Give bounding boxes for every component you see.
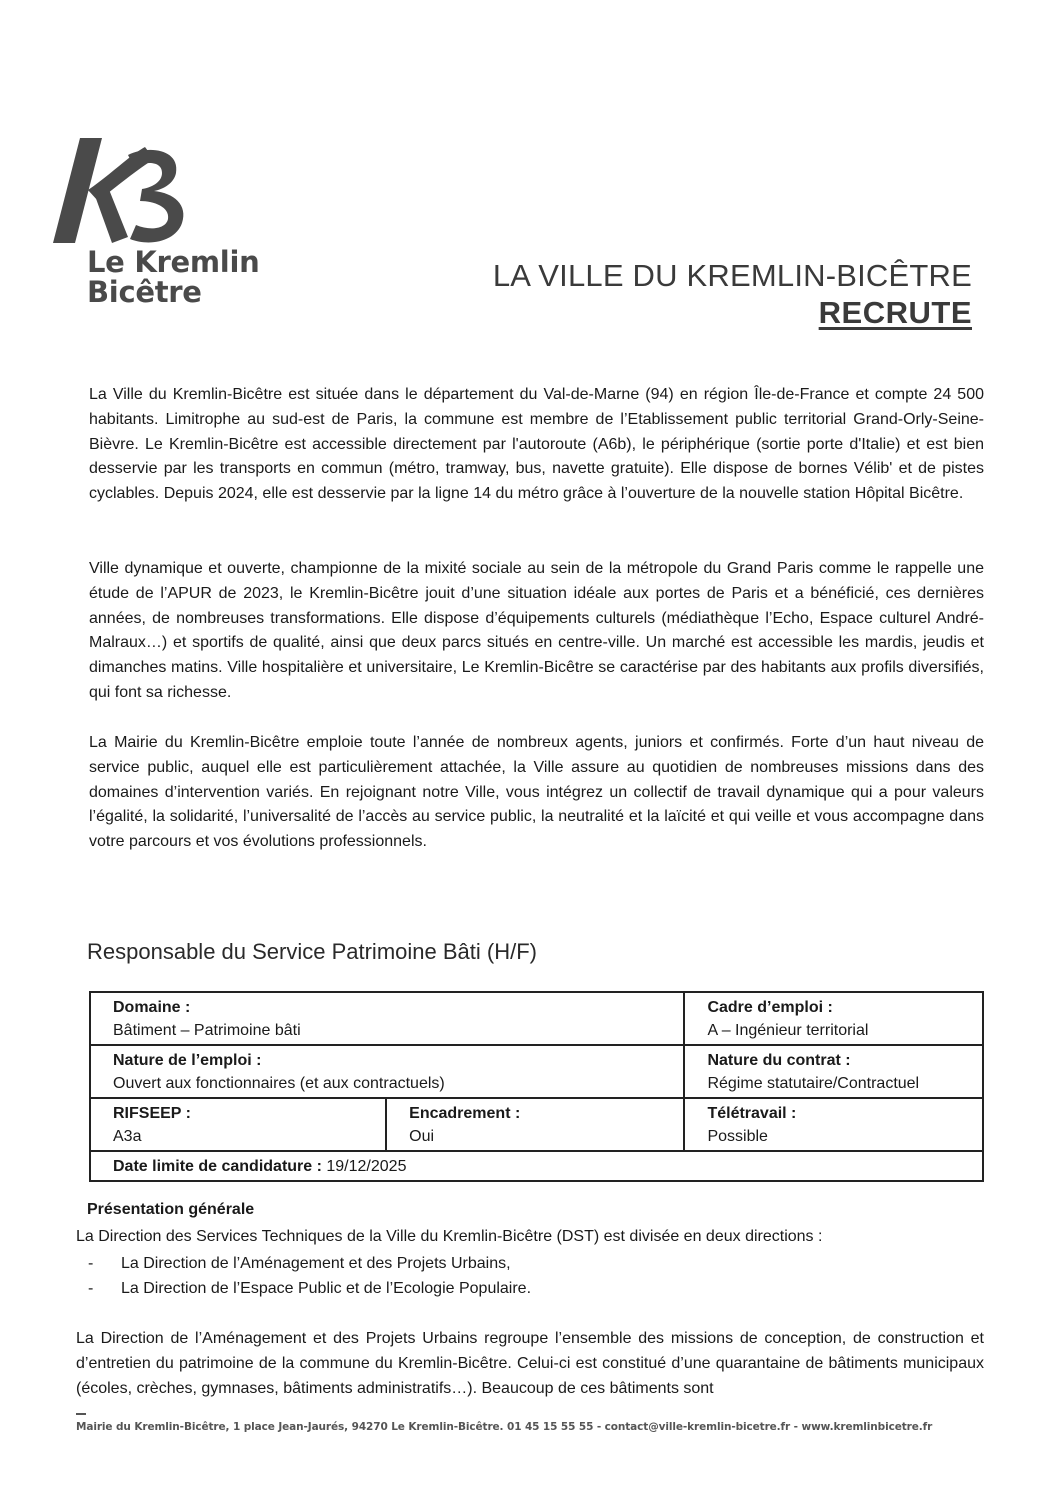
cell-teletravail [684,1098,983,1151]
kb-monogram-icon [50,135,200,250]
cell-date-limite [90,1151,983,1181]
bullet-dash-icon: - [88,1255,94,1272]
table-row [90,1045,983,1098]
cell-value: Bâtiment – Patrimoine bâti [113,1022,301,1039]
presentation-paragraph: La Direction de l’Aménagement et des Projets Urbains regroupe l’ensemble des missions de conception, de construction et d’entretien du patrimoine de la commune du Kremlin-Bicêtre. Celui-ci est constitué d’une quarantaine de bâtiments municipaux (écoles, crèches, gymnases, bâtiments administratifs…). Beaucoup de ces bâtiments sont [76,1330,984,1397]
logo-wordmark [87,247,259,307]
cell-cadre-emploi [684,992,983,1045]
city-logo [50,135,280,315]
intro-paragraph-3 [89,731,984,855]
intro-paragraph-text: La Mairie du Kremlin-Bicêtre emploie toute l’année de nombreux agents, juniors et confirmés. Forte d’un haut niveau de service public, auquel elle est particulièrement attachée, la Ville assure au quotidien de nombreuses missions dans des domaines d’intervention variés. En rejoignant notre Ville, vous intégrez un collectif de travail dynamique qui a pour valeurs l’égalité, la solidarité, l’universalité de l’accès au service public, la neutralité et la laïcité et qui veille et vous accompagne dans votre parcours et vos évolutions professionnels. [89,734,984,851]
section-heading-presentation: Présentation générale [87,1201,255,1218]
table-row [90,1098,983,1151]
cell-domaine [90,992,684,1045]
cell-label: Nature du contrat : [707,1052,851,1069]
cell-nature-contrat [684,1045,983,1098]
presentation-intro: La Direction des Services Techniques de la Ville du Kremlin-Bicêtre (DST) est divisée en deux directions : [76,1228,823,1245]
cell-label: RIFSEEP : [113,1105,191,1122]
logo-line-1: Le Kremlin [87,245,260,279]
cell-value: Ouvert aux fonctionnaires (et aux contractuels) [113,1075,445,1092]
list-item [76,1251,531,1276]
table-row [90,992,983,1045]
intro-paragraph-1 [89,383,984,507]
cell-label: Domaine : [113,999,191,1016]
cell-value: Possible [707,1128,768,1145]
headline-recrute: RECRUTE [818,295,972,330]
cell-rifseep [90,1098,386,1151]
cell-label: Nature de l’emploi : [113,1052,262,1069]
cell-value: Régime statutaire/Contractuel [707,1075,920,1092]
cell-value: A3a [113,1128,142,1145]
cell-value: 19/12/2025 [321,1158,407,1175]
cell-value: A – Ingénieur territorial [707,1022,869,1039]
directions-list [76,1251,531,1301]
headline-city: LA VILLE DU KREMLIN-BICÊTRE [492,258,972,293]
cell-label: Cadre d’emploi : [707,999,833,1016]
headline [493,258,972,332]
intro-paragraph-text: La Ville du Kremlin-Bicêtre est située dans le département du Val-de-Marne (94) en région Île-de-France et compte 24 500 habitants. Limitrophe au sud-est de Paris, la commune est membre de l’Etablissement public territorial Grand-Orly-Seine-Bièvre. Le Kremlin-Bicêtre est accessible directement par l'autoroute (A6b), le périphérique (sortie porte d'Italie) et est bien desservie par les transports en commun (métro, tramway, bus, navette gratuite). Elle dispose de bornes Vélib' et de pistes cyclables. Depuis 2024, elle est desservie par la ligne 14 du métro grâce à l’ouverture de la nouvelle station Hôpital Bicêtre. [89,386,984,503]
table-row [90,1151,983,1181]
cell-nature-emploi [90,1045,684,1098]
intro-paragraph-text: Ville dynamique et ouverte, championne de la mixité sociale au sein de la métropole du Grand Paris comme le rappelle une étude de l’APUR de 2023, le Kremlin-Bicêtre jouit d’une situation idéale aux portes de Paris et a bénéficié, ces dernières années, de nombreuses transformations. Elle dispose d’équipements culturels (médiathèque l’Echo, Espace culturel André-Malraux…) et sportifs de qualité, ainsi que deux parcs situés en centre-ville. Un marché est accessible les mardis, jeudis et dimanches matins. Ville hospitalière et universitaire, Le Kremlin-Bicêtre se caractérise par des habitants aux profils diversifiés, qui font sa richesse. [89,560,984,701]
cell-value: Oui [409,1128,435,1145]
footer-divider [76,1413,86,1415]
job-info-table [89,991,984,1182]
list-item-text: La Direction de l’Aménagement et des Projets Urbains, [121,1255,511,1272]
list-item-text: La Direction de l’Espace Public et de l’Ecologie Populaire. [121,1280,532,1297]
intro-paragraph-2 [89,557,984,706]
bullet-dash-icon: - [88,1280,94,1297]
cell-label: Encadrement : [409,1105,521,1122]
cell-label: Date limite de candidature : [113,1158,322,1175]
list-item [76,1276,531,1301]
logo-line-2: Bicêtre [87,275,202,309]
cell-label: Télétravail : [707,1105,797,1122]
footer-contact: Mairie du Kremlin-Bicêtre, 1 place Jean-Jaurés, 94270 Le Kremlin-Bicêtre. 01 45 15 55 55 - contact@ville-kremlin-bicetre.fr - www.kremlinbicetre.fr [76,1421,933,1433]
cell-encadrement [386,1098,684,1151]
job-title: Responsable du Service Patrimoine Bâti (H/F) [87,939,537,964]
